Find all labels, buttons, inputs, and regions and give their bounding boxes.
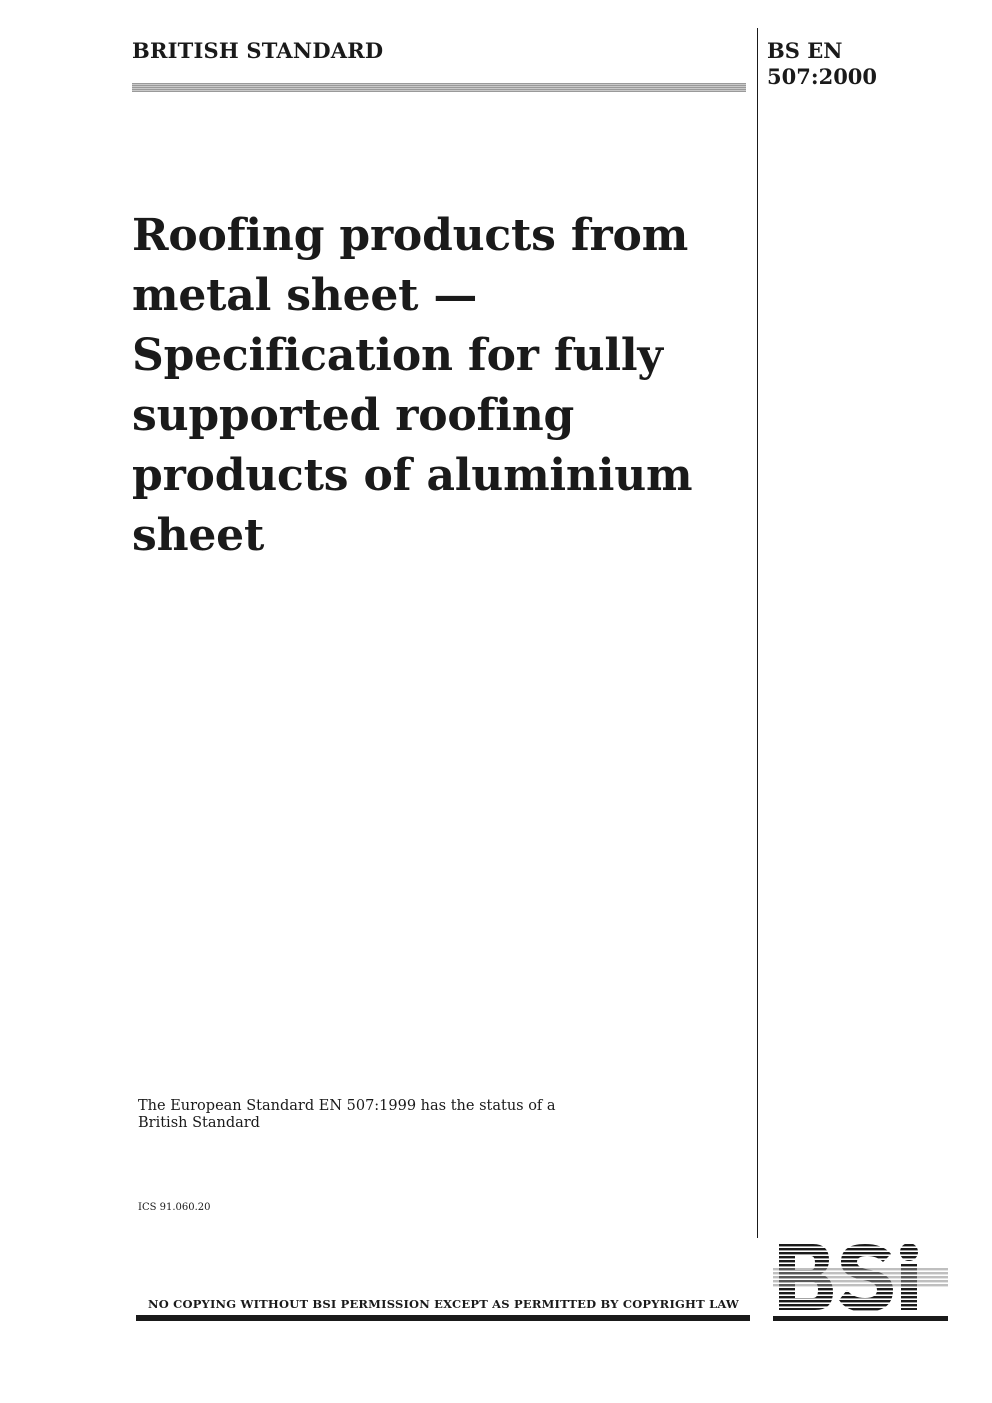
title-line: supported roofing [132, 390, 575, 441]
title-line: sheet [132, 510, 265, 561]
document-number-line-1: BS EN [767, 38, 843, 63]
status-note-line-1: The European Standard EN 507:1999 has the status of a [138, 1098, 556, 1114]
copyright-notice: NO COPYING WITHOUT BSI PERMISSION EXCEPT AS PERMITTED BY COPYRIGHT LAW [148, 1297, 740, 1311]
title-line: products of aluminium [132, 450, 693, 501]
title-line: Roofing products from [132, 210, 689, 261]
standard-type-label: BRITISH STANDARD [132, 38, 384, 63]
footer-rule [136, 1315, 750, 1321]
ics-code: ICS 91.060.20 [138, 1202, 211, 1213]
bsi-logo-icon [773, 1240, 948, 1323]
vertical-divider [757, 28, 758, 1238]
header-rule [132, 83, 746, 92]
status-note [138, 1098, 558, 1132]
title-line: Specification for fully [132, 330, 663, 381]
document-title [132, 206, 732, 566]
status-note-line-2: British Standard [138, 1115, 260, 1131]
document-number [767, 38, 887, 90]
document-number-line-2: 507:2000 [767, 64, 878, 89]
title-line: metal sheet — [132, 270, 478, 321]
